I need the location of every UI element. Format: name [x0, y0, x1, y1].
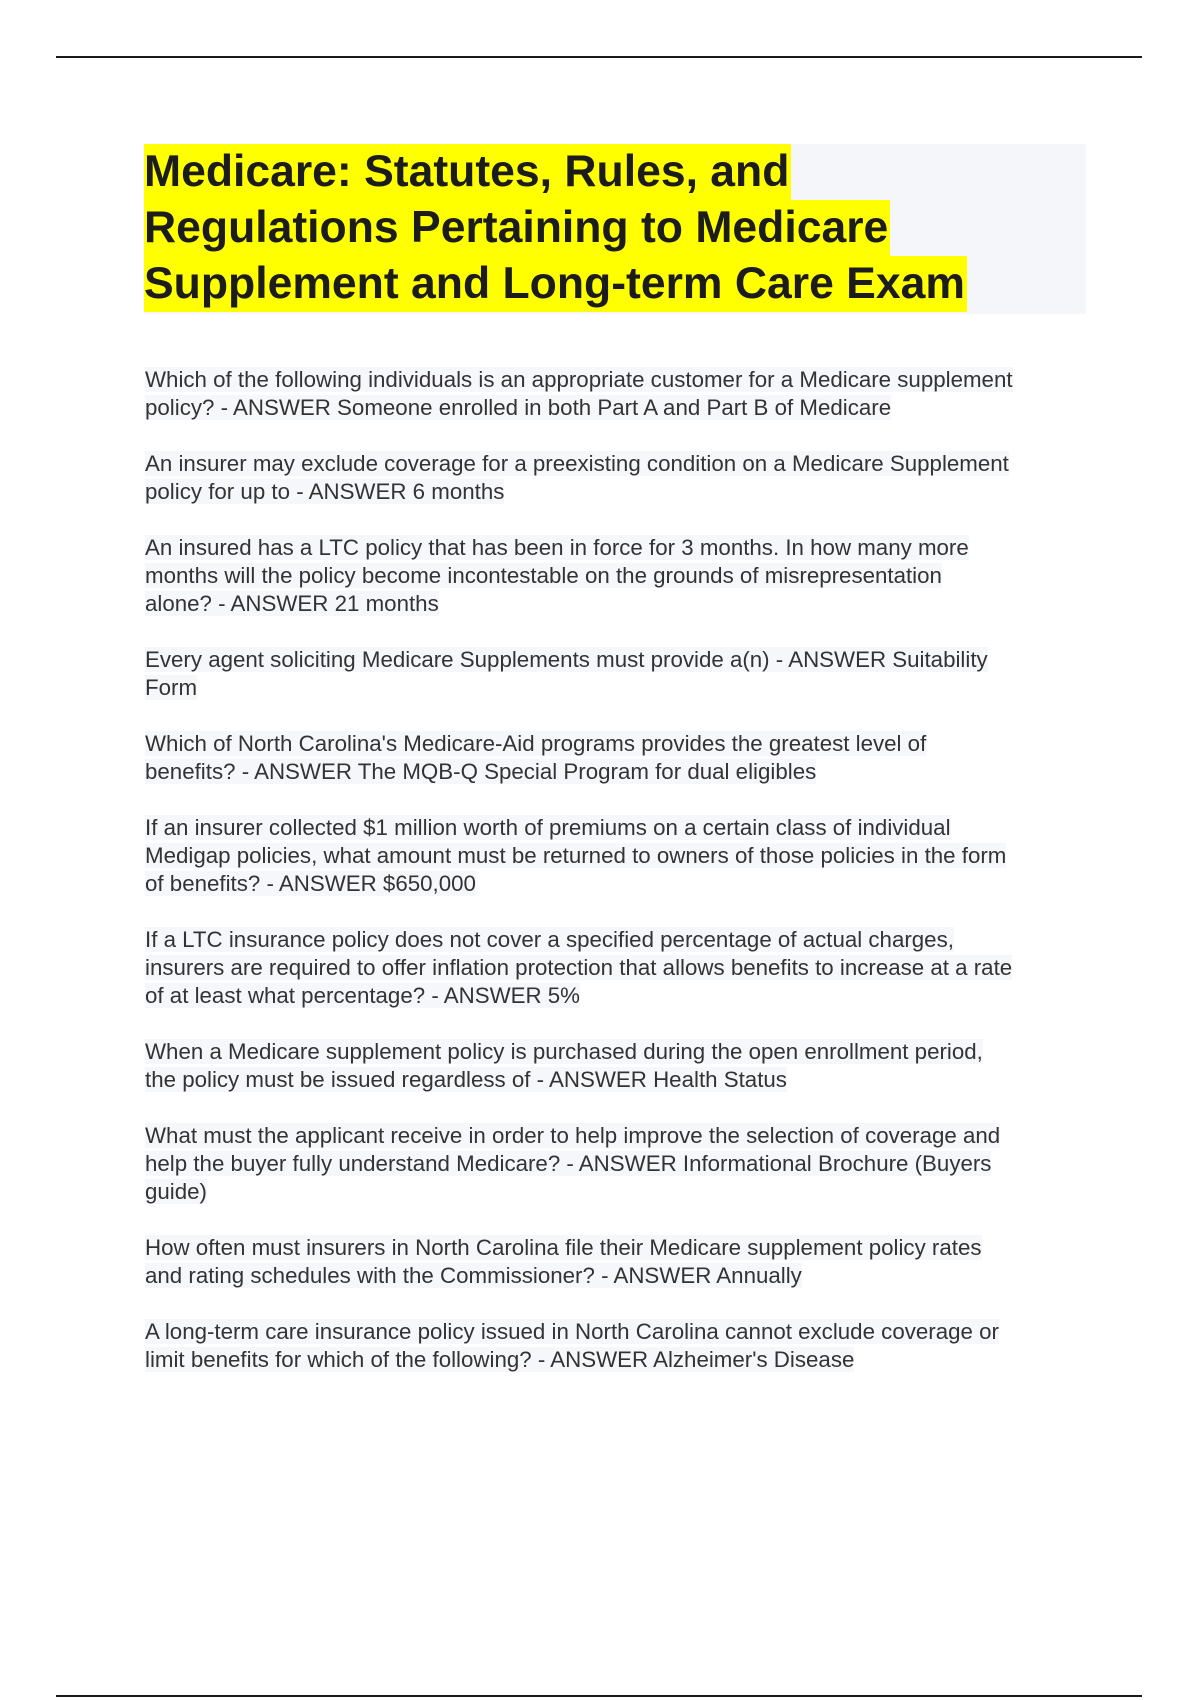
qa-line: [145, 842, 1090, 870]
qa-item: [145, 646, 1090, 702]
qa-item: [145, 366, 1090, 422]
qa-line: [145, 870, 1090, 898]
qa-line: [145, 1038, 1090, 1066]
qa-line: [145, 1346, 1090, 1374]
bottom-rule: [56, 1695, 1142, 1697]
qa-line-text: A long-term care insurance policy issued in North Carolina cannot exclude coverage or: [145, 1319, 999, 1344]
qa-line-text: When a Medicare supplement policy is purchased during the open enrollment period,: [145, 1039, 983, 1064]
qa-line: [145, 450, 1090, 478]
qa-line-text: What must the applicant receive in order to help improve the selection of coverage and: [145, 1123, 1001, 1148]
page-title: [144, 144, 1086, 312]
qa-item: [145, 450, 1090, 506]
qa-line: [145, 646, 1090, 674]
qa-item: [145, 1122, 1090, 1206]
qa-line-text: months will the policy become incontestable on the grounds of misrepresentation: [145, 563, 942, 588]
qa-line-text: limit benefits for which of the following? - ANSWER Alzheimer's Disease: [145, 1347, 855, 1372]
qa-line-text: and rating schedules with the Commissioner? - ANSWER Annually: [145, 1263, 802, 1288]
top-rule: [56, 56, 1142, 58]
qa-line-text: If a LTC insurance policy does not cover a specified percentage of actual charges,: [145, 927, 954, 952]
qa-line: [145, 1318, 1090, 1346]
qa-line: [145, 562, 1090, 590]
qa-item: [145, 534, 1090, 618]
qa-line: [145, 814, 1090, 842]
qa-line: [145, 982, 1090, 1010]
qa-line-text: An insurer may exclude coverage for a preexisting condition on a Medicare Supplement: [145, 451, 1009, 476]
qa-line: [145, 590, 1090, 618]
qa-line-text: How often must insurers in North Carolina file their Medicare supplement policy rates: [145, 1235, 982, 1260]
qa-line-text: guide): [145, 1179, 207, 1204]
qa-item: [145, 1318, 1090, 1374]
qa-line: [145, 366, 1090, 394]
qa-line: [145, 534, 1090, 562]
qa-line-text: Which of North Carolina's Medicare-Aid programs provides the greatest level of: [145, 731, 927, 756]
qa-line-text: An insured has a LTC policy that has been in force for 3 months. In how many more: [145, 535, 969, 560]
title-block: [144, 144, 1086, 314]
qa-line: [145, 1122, 1090, 1150]
qa-line: [145, 1262, 1090, 1290]
qa-item: [145, 926, 1090, 1010]
qa-line-text: Which of the following individuals is an appropriate customer for a Medicare supplement: [145, 367, 1013, 392]
qa-line: [145, 954, 1090, 982]
qa-line-text: alone? - ANSWER 21 months: [145, 591, 439, 616]
qa-line: [145, 674, 1090, 702]
qa-line: [145, 926, 1090, 954]
qa-line-text: Medigap policies, what amount must be returned to owners of those policies in the form: [145, 843, 1007, 868]
qa-item: [145, 1234, 1090, 1290]
qa-line-text: of at least what percentage? - ANSWER 5%: [145, 983, 581, 1008]
qa-line: [145, 730, 1090, 758]
qa-line: [145, 1150, 1090, 1178]
qa-line: [145, 478, 1090, 506]
qa-line: [145, 1234, 1090, 1262]
qa-line: [145, 1178, 1090, 1206]
qa-line-text: policy for up to - ANSWER 6 months: [145, 479, 505, 504]
qa-line-text: help the buyer fully understand Medicare? - ANSWER Informational Brochure (Buyers: [145, 1151, 992, 1176]
qa-line: [145, 1066, 1090, 1094]
qa-line-text: policy? - ANSWER Someone enrolled in both Part A and Part B of Medicare: [145, 395, 892, 420]
qa-item: [145, 730, 1090, 786]
title-line: Supplement and Long-term Care Exam: [144, 256, 967, 312]
qa-line-text: insurers are required to offer inflation protection that allows benefits to increase at a rate: [145, 955, 1013, 980]
title-line: Regulations Pertaining to Medicare: [144, 200, 890, 256]
qa-line-text: Form: [145, 675, 198, 700]
qa-line: [145, 758, 1090, 786]
qa-item: [145, 814, 1090, 898]
title-line: Medicare: Statutes, Rules, and: [144, 144, 791, 200]
qa-list: [145, 366, 1090, 1402]
qa-line-text: If an insurer collected $1 million worth of premiums on a certain class of individual: [145, 815, 951, 840]
qa-item: [145, 1038, 1090, 1094]
qa-line-text: the policy must be issued regardless of - ANSWER Health Status: [145, 1067, 787, 1092]
qa-line-text: benefits? - ANSWER The MQB-Q Special Program for dual eligibles: [145, 759, 817, 784]
qa-line-text: of benefits? - ANSWER $650,000: [145, 871, 476, 896]
qa-line: [145, 394, 1090, 422]
qa-line-text: Every agent soliciting Medicare Supplements must provide a(n) - ANSWER Suitability: [145, 647, 988, 672]
